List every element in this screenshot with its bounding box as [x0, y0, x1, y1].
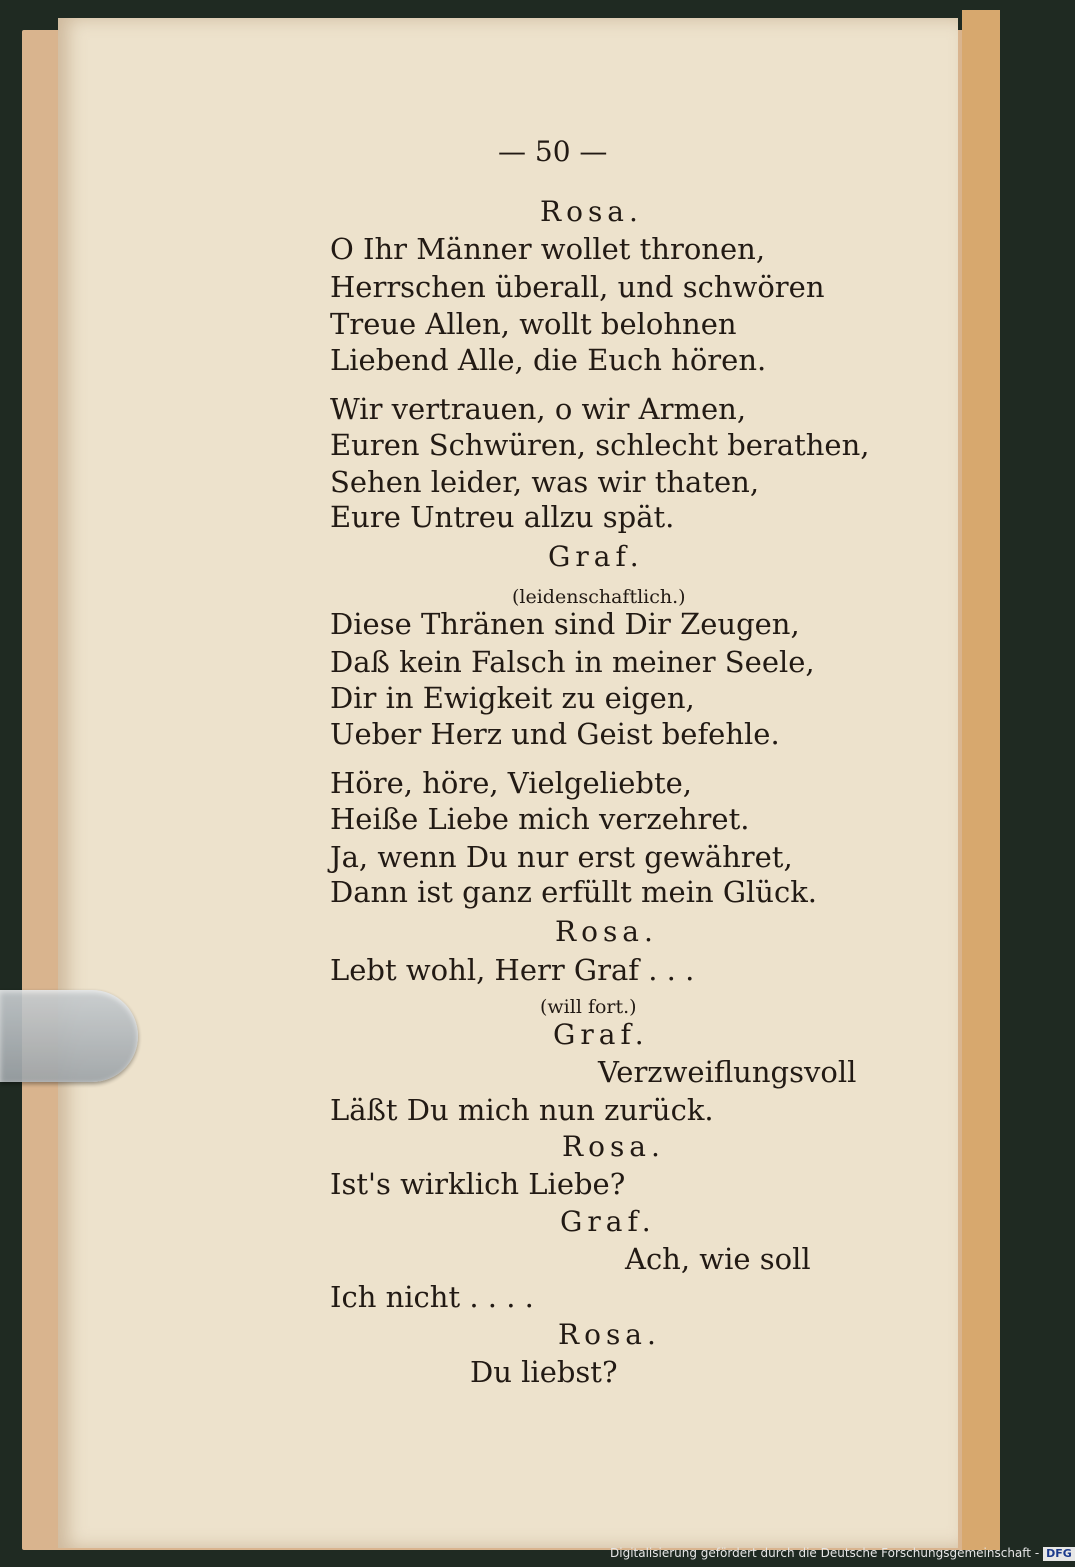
- speaker-name: Rosa.: [562, 1130, 665, 1163]
- verse-line: Dann ist ganz erfüllt mein Glück.: [330, 875, 818, 909]
- verse-line: Ja, wenn Du nur erst gewähret,: [330, 840, 793, 874]
- speaker-name: Graf.: [553, 1018, 649, 1051]
- verse-line: Sehen leider, was wir thaten,: [330, 465, 760, 499]
- verse-line: Diese Thränen sind Dir Zeugen,: [330, 607, 800, 641]
- speaker-name: Graf.: [548, 540, 644, 573]
- verse-line: Heiße Liebe mich verzehret.: [330, 802, 750, 836]
- verse-line: Ist's wirklich Liebe?: [330, 1167, 626, 1201]
- verse-line: Ueber Herz und Geist befehle.: [330, 717, 780, 751]
- verse-line: Lebt wohl, Herr Graf . . .: [330, 953, 695, 987]
- speaker-name: Graf.: [560, 1205, 656, 1238]
- stage-direction: (leidenschaftlich.): [512, 586, 686, 608]
- verse-line: Euren Schwüren, schlecht berathen,: [330, 428, 870, 462]
- stage-direction: (will fort.): [540, 996, 637, 1018]
- verse-line: Treue Allen, wollt belohnen: [330, 307, 737, 341]
- verse-line: Ich nicht . . . .: [330, 1280, 534, 1314]
- verse-line: Ach, wie soll: [625, 1242, 811, 1276]
- speaker-name: Rosa.: [555, 915, 658, 948]
- verse-line: Dir in Ewigkeit zu eigen,: [330, 681, 695, 715]
- verse-line: O Ihr Männer wollet thronen,: [330, 232, 766, 266]
- verse-line: Du liebst?: [470, 1355, 618, 1389]
- bookmark-clip: [0, 990, 138, 1082]
- verse-line: Verzweiflungsvoll: [598, 1055, 857, 1089]
- speaker-name: Rosa.: [540, 195, 643, 228]
- credit-text: Digitalisierung gefördert durch die Deutsche Forschungsgemeinschaft -: [610, 1546, 1040, 1560]
- verse-line: Eure Untreu allzu spät.: [330, 500, 675, 534]
- digitization-credit: [610, 1543, 1075, 1563]
- verse-line: Höre, höre, Vielgeliebte,: [330, 766, 692, 800]
- verse-line: Liebend Alle, die Euch hören.: [330, 343, 767, 377]
- speaker-name: Rosa.: [558, 1318, 661, 1351]
- verse-line: Läßt Du mich nun zurück.: [330, 1093, 714, 1127]
- dfg-logo: DFG: [1043, 1547, 1075, 1561]
- verse-line: Daß kein Falsch in meiner Seele,: [330, 645, 815, 679]
- verse-line: Wir vertrauen, o wir Armen,: [330, 392, 747, 426]
- page-number: — 50 —: [498, 135, 608, 168]
- verse-line: Herrschen überall, und schwören: [330, 270, 825, 304]
